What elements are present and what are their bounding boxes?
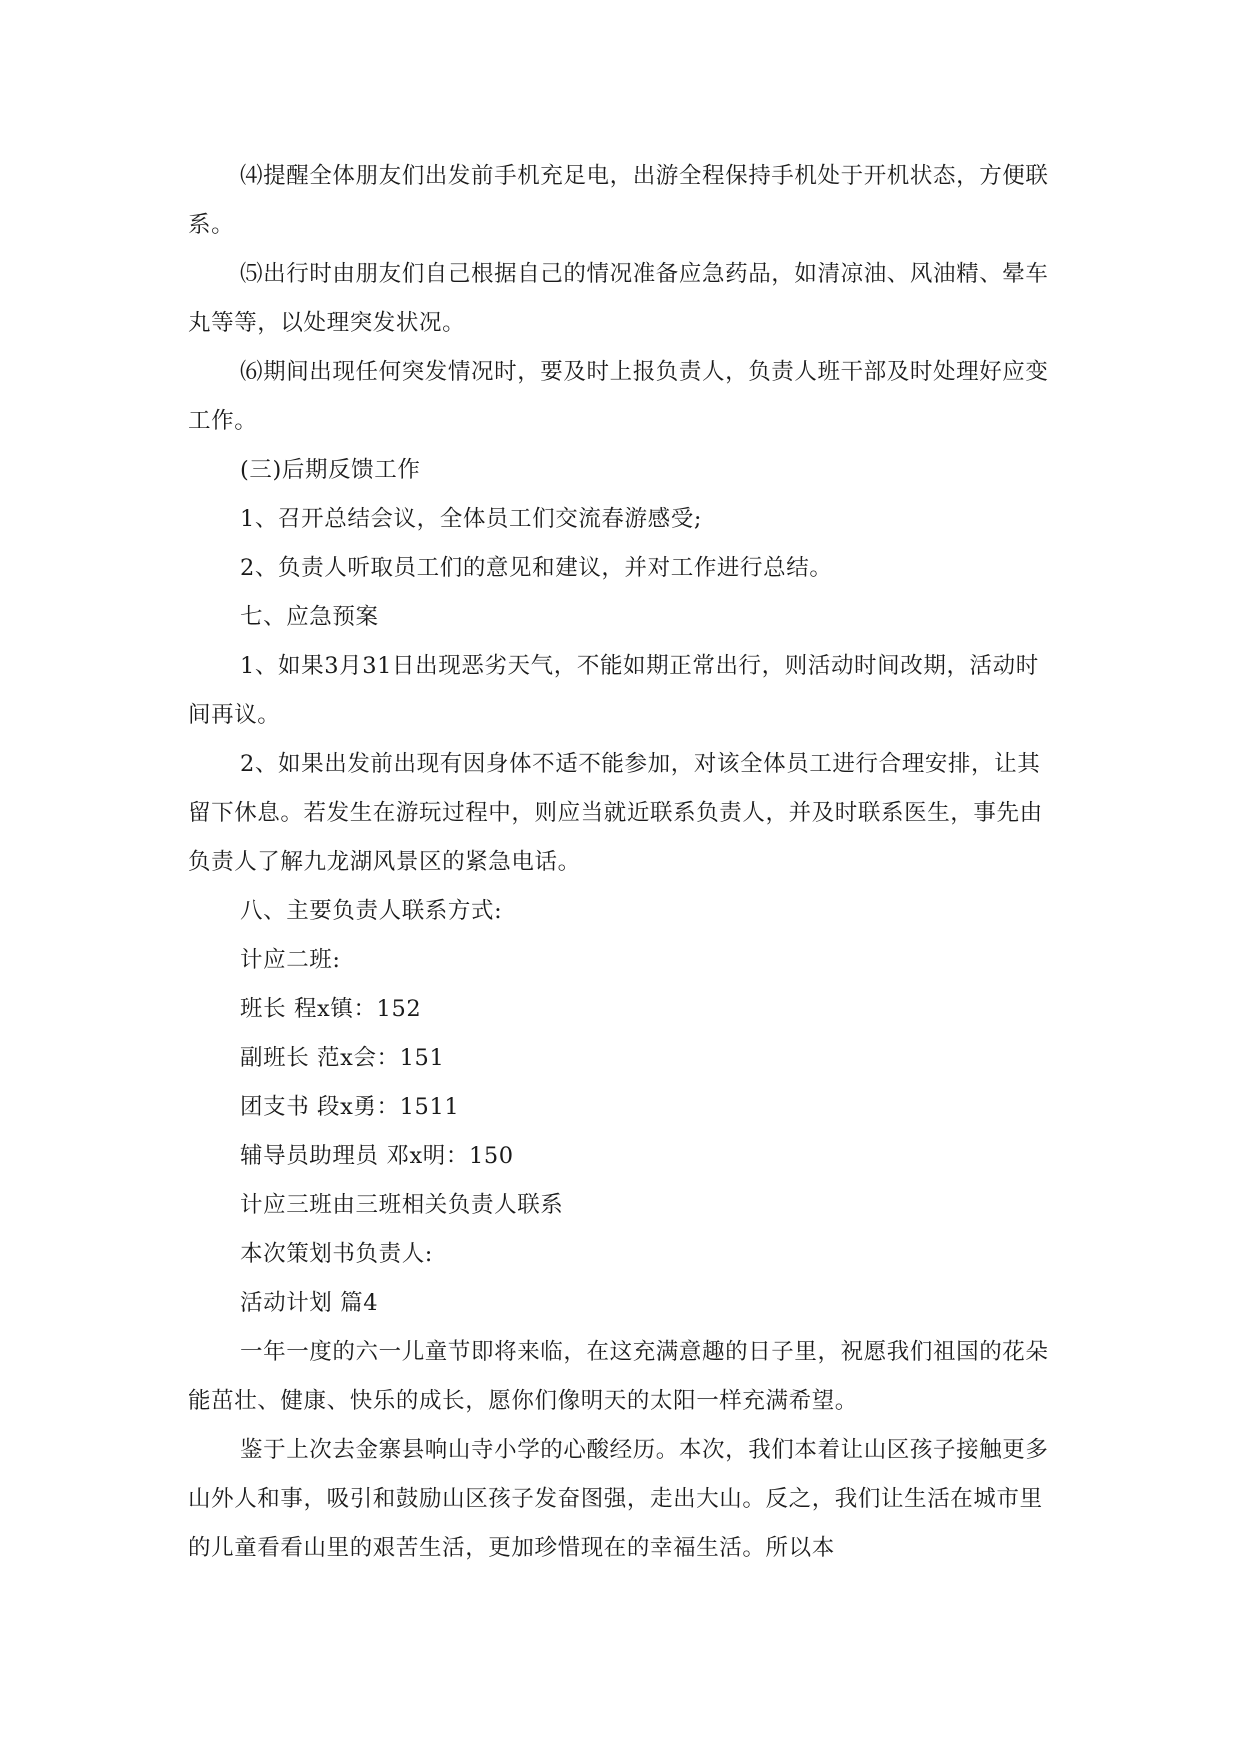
paragraph-item-5: ⑸出行时由朋友们自己根据自己的情况准备应急药品，如清凉油、风油精、晕车丸等等，以处理突发状况。 <box>188 261 1049 336</box>
paragraph-feedback-summary: 2、负责人听取员工们的意见和建议，并对工作进行总结。 <box>240 555 833 581</box>
contact-league-secretary: 团支书 段x勇：1511 <box>240 1094 460 1120</box>
paragraph-item-4: ⑷提醒全体朋友们出发前手机充足电，出游全程保持手机处于开机状态，方便联系。 <box>188 163 1049 238</box>
document-body <box>188 152 1056 1573</box>
class-name-label: 计应二班: <box>240 947 341 973</box>
class-three-note: 计应三班由三班相关负责人联系 <box>240 1192 564 1218</box>
plan-owner-label: 本次策划书负责人: <box>240 1241 433 1267</box>
paragraph-health-plan: 2、如果出发前出现有因身体不适不能参加，对该全体员工进行合理安排，让其留下休息。若发生在游玩过程中，则应当就近联系负责人，并及时联系医生，事先由负责人了解九龙湖风景区的紧急电话。 <box>188 751 1043 875</box>
contact-monitor: 班长 程x镇：152 <box>240 996 422 1022</box>
paragraph-childrens-day: 一年一度的六一儿童节即将来临，在这充满意趣的日子里，祝愿我们祖国的花朵能茁壮、健康、快乐的成长，愿你们像明天的太阳一样充满希望。 <box>188 1339 1049 1414</box>
section-title-plan-4: 活动计划 篇4 <box>240 1290 379 1316</box>
section-heading-feedback: (三)后期反馈工作 <box>240 457 421 483</box>
paragraph-item-6: ⑹期间出现任何突发情况时，要及时上报负责人，负责人班干部及时处理好应变工作。 <box>188 359 1049 434</box>
paragraph-summary-meeting: 1、召开总结会议，全体员工们交流春游感受; <box>240 506 702 532</box>
contact-counselor-assistant: 辅导员助理员 邓x明：150 <box>240 1143 514 1169</box>
section-heading-emergency: 七、应急预案 <box>240 604 379 630</box>
paragraph-mountain-school: 鉴于上次去金寨县响山寺小学的心酸经历。本次，我们本着让山区孩子接触更多山外人和事，吸引和鼓励山区孩子发奋图强，走出大山。反之，我们让生活在城市里的儿童看看山里的艰苦生活，更加珍惜现在的幸福生活。所以本 <box>188 1437 1049 1561</box>
section-heading-contacts: 八、主要负责人联系方式: <box>240 898 503 924</box>
paragraph-weather-plan: 1、如果3月31日出现恶劣天气，不能如期正常出行，则活动时间改期，活动时间再议。 <box>188 653 1039 728</box>
contact-vice-monitor: 副班长 范x会：151 <box>240 1045 445 1071</box>
